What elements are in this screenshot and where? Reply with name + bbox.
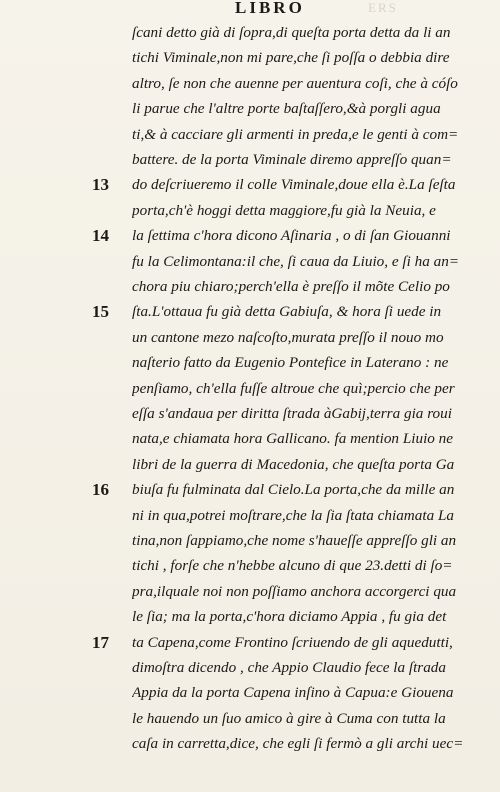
text-line: dimoſtra dicendo , che Appio Claudio fece la ſtrada <box>132 659 446 676</box>
text-line: tina,non ſappiamo,che nome s'haueſſe appreſſo gli an <box>132 532 457 549</box>
text-line: tichi , forſe che n'hebbe alcuno di que 23.detti di ſo= <box>132 557 453 575</box>
text-line: biuſa fu fulminata dal Cielo.La porta,che da mille an <box>132 481 455 499</box>
text-line: fu la Celimontana:il che, ſi caua da Liuio, e ſi ha an= <box>132 252 460 270</box>
section-number: 17 <box>92 632 109 652</box>
text-line: un cantone me⁠zo naſcoſto,murata preſſo il nouo mo <box>132 328 444 346</box>
section-number: 16 <box>92 480 109 500</box>
text-line: ni in qua,potrei moſtrare,che la ſia ſtata chiamata La <box>132 506 455 524</box>
show-through-text: ERS <box>368 0 398 15</box>
running-head: LIBRO <box>235 0 305 17</box>
text-line: naſterio fatto da Eugenio Pontefice in Laterano : ne <box>132 354 449 372</box>
text-line: li parue che l'altre porte baſtaſſero,&à porgli agua <box>132 100 441 118</box>
text-line: penſiamo, ch'ella fuſſe altroue che quì;percio che per <box>132 379 455 397</box>
text-line: altro, ſe non che auenne per auentura coſi, che à cóſo <box>132 74 458 92</box>
text-line: ta Capena,come Frontino ſcriuendo de gli aquedutti, <box>132 633 453 651</box>
text-line: ſcani detto già di ſopra,di queſta porta detta da li an <box>132 24 451 41</box>
text-line: nata,e chiamata hora Gallicano. fa mention Liuio ne <box>132 430 454 448</box>
text-line: pra,ilquale noi non poſſiamo anchora accorgerci qua <box>132 582 457 600</box>
text-line: battere. de la porta Viminale diremo appreſſo quan= <box>132 151 452 168</box>
section-number: 13 <box>92 175 109 195</box>
page-header <box>0 0 500 22</box>
text-line: do deſcriueremo il colle Viminale,doue ella è.La ſeſta <box>132 176 456 194</box>
text-line: tichi Viminale,non mi pare,che ſi poſſa o debbia dire <box>132 49 450 67</box>
section-number: 15 <box>92 302 109 322</box>
section-number: 14 <box>92 226 109 246</box>
text-line: porta,ch'è hoggi detta maggiore,fu già la Neuia, e <box>132 201 436 219</box>
text-line: la ſettima c'hora dicono Aſinaria , o di ſan Giouanni <box>132 227 451 245</box>
text-line: caſa in carretta,dice, che egli ſi fermò a gli archi uec= <box>132 735 464 753</box>
text-line: ti,& à cacciare gli armenti in preda,e le genti à com= <box>132 125 459 143</box>
text-line: le ſia; ma la porta,c'hora diciamo Appia , fu gia det <box>132 608 447 626</box>
text-line: eſſa s'andaua per diritta ſtrada àGabij,terra gia roui <box>132 405 452 422</box>
text-line: chora piu chiaro;perch'ella è preſſo il mõte Celio po <box>132 278 450 295</box>
text-line: libri de la guerra di Macedonia, che queſta porta Ga <box>132 455 455 473</box>
text-line: ſta.L'ottaua fu già detta Gabiuſa, & hora ſi uede in <box>132 303 442 321</box>
text-line: Appia da la porta Capena inſino à Capua:e Giouena <box>132 684 454 702</box>
text-line: le hauendo un ſuo amico à gire à Cuma con tutta la <box>132 709 446 727</box>
